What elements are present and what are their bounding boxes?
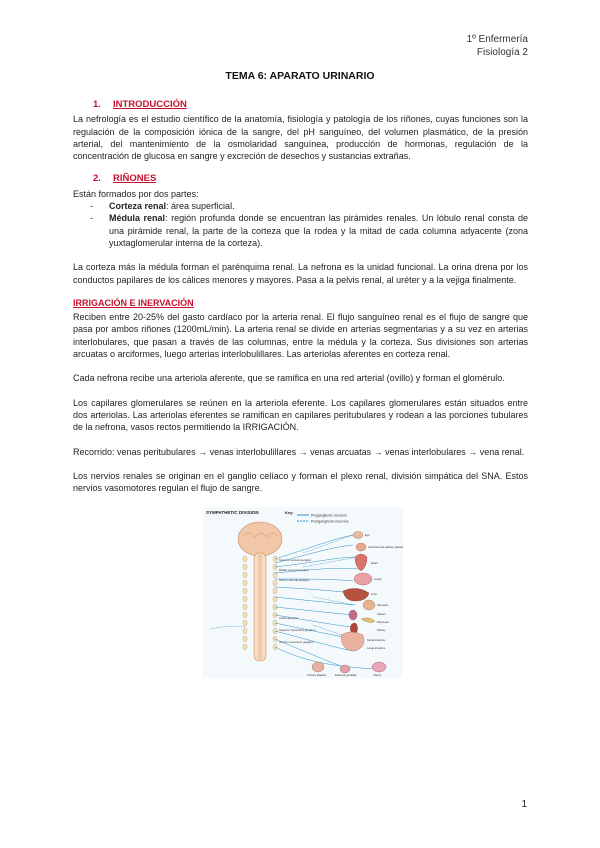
section-number: 2. — [93, 173, 101, 185]
section-number: 1. — [93, 99, 101, 110]
ganglion-label: Superior mesenteric ganglion — [279, 628, 316, 632]
kidney-parts-list — [73, 200, 528, 249]
organ-label: Liver — [371, 592, 378, 596]
ganglion-label: Superior cervical ganglion — [279, 558, 312, 562]
organ-label: Heart — [371, 561, 378, 565]
kidneys-paragraph: La corteza más la médula forman el parénquima renal. La nefrona es la unidad funcional. La orina drena por los conductos papilares de los cálices menores y mayores. Pasa a la pelvis renal, al uréter y a la vejiga finalmente. — [73, 262, 528, 285]
list-text: : región profunda donde se encuentran las pirámides renales. Un lóbulo renal consta de una pirámide renal, la parte de la corteza que la rodea y la mitad de cada columna adyacente (zona yuxtaglomerular interna de la corteza). — [109, 213, 529, 248]
organ-label: Small intestine — [367, 638, 386, 642]
irrigation-paragraph-1: Reciben entre 20-25% del gasto cardíaco por la arteria renal. El flujo sanguíneo renal es el flujo de sangre que pasa por ambos riñones (1200mL/min). La arteria renal se divide en arterias segmentarias y a su vez en arterias interlobulares, que pasan a través de las columnas, entre la médula y la corteza. Sus divisiones son arterias arcuatas o arciformes, luego arterias interlobulillares. Las arteriolas aferentes en corteza renal. — [73, 312, 528, 360]
organ-label: Kidney — [377, 628, 386, 632]
section-heading-intro — [93, 99, 528, 111]
organ-label: Spleen — [377, 612, 386, 616]
organ-label: Eye — [365, 533, 370, 537]
section-title: RIÑONES — [113, 173, 157, 185]
irrigation-paragraph-2: Cada nefrona recibe una arteriola aferente, que se ramifica en una red arterial (ovillo) y forman el glomérulo. — [73, 373, 505, 384]
list-item: - Corteza renal: área superficial. — [90, 201, 235, 212]
intro-paragraph: La nefrología es el estudio científico de la anatomía, fisiología y patología de los riñones, cuyas funciones son la regulación de la composición iónica de la sangre, del pH sanguíneo, del volumen plasmático, de la presión arterial, del mantenimiento de la osmolaridad sanguínea, producción de hormonas, regulación de la concentración de glucosa en sangre y excreción de desechos y sustancias extrañas. — [73, 114, 528, 162]
organ-label: External genitalia — [335, 673, 357, 677]
document-body — [73, 99, 528, 494]
organ-label: Stomach — [377, 603, 389, 607]
page-header — [467, 33, 528, 59]
irrigation-paragraph-3: Los capilares glomerulares se reúnen en la arteriola eferente. Los capilares glomerulares están situados entre dos arteriolas. Las arteriolas eferentes se ramifican en capilares peritubulares y rodean a las porciones tubulares de la nefrona, vasos rectos permitiendo la IRRIGACIÓN. — [73, 397, 528, 433]
organ-label: Urinary bladder — [307, 673, 327, 677]
list-text: : área superficial. — [166, 201, 235, 212]
kidneys-intro: Están formados por dos partes: — [73, 188, 199, 199]
list-item: - Médula renal: región profunda donde se encuentran las pirámides renales. Un lóbulo renal consta de una pirámide renal, la parte de la corteza que la rodea y la mitad de cada columna adyacente (zona yuxtaglomerular interna de la corteza). — [90, 213, 529, 248]
section-heading-kidneys — [93, 173, 528, 185]
page-number: 1 — [521, 799, 527, 810]
list-term: Médula renal — [109, 213, 166, 224]
organ-label: Large intestine — [367, 646, 386, 650]
ganglion-label: Inferior mesenteric ganglion — [279, 640, 314, 644]
header-subject: Fisiología 2 — [476, 47, 528, 58]
sympathetic-division-figure — [203, 507, 403, 678]
organ-label: Uterus — [373, 673, 382, 677]
header-course: 1º Enfermería — [466, 34, 528, 45]
ganglion-label: Inferior cervical ganglion — [279, 578, 310, 582]
section-title: INTRODUCCIÓN — [113, 99, 187, 110]
organ-label: Pancreas — [377, 620, 389, 624]
list-term: Corteza renal — [109, 201, 167, 212]
figure-key-post: Postganglionic neurons — [311, 519, 349, 524]
page-title: TEMA 6: APARATO URINARIO — [225, 70, 375, 82]
ganglion-label: Celiac ganglion — [279, 616, 299, 620]
irrigation-paragraph-5: Los nervios renales se originan en el ganglio celíaco y forman el plexo renal, división simpática del SNA. Estos nervios vasomotores regulan el flujo de sangre. — [73, 470, 528, 494]
figure-key-pre: Preganglionic neurons — [311, 513, 347, 518]
organ-label: Lacrimal and salivary glands — [368, 545, 403, 549]
figure-heading: SYMPATHETIC DIVISION — [206, 510, 259, 515]
ganglion-label: Middle cervical ganglion — [279, 568, 309, 572]
irrigation-route: Recorrido: venas peritubulares → venas interlobulillares → venas arcuatas → venas interlobulares → vena renal. — [73, 446, 525, 457]
figure-key-label: Key: — [285, 510, 294, 515]
subsection-heading-irrigation: IRRIGACIÓN E INERVACIÓN — [73, 297, 194, 308]
autonomic-diagram-illustration — [203, 507, 403, 678]
organ-label: Lungs — [374, 577, 382, 581]
